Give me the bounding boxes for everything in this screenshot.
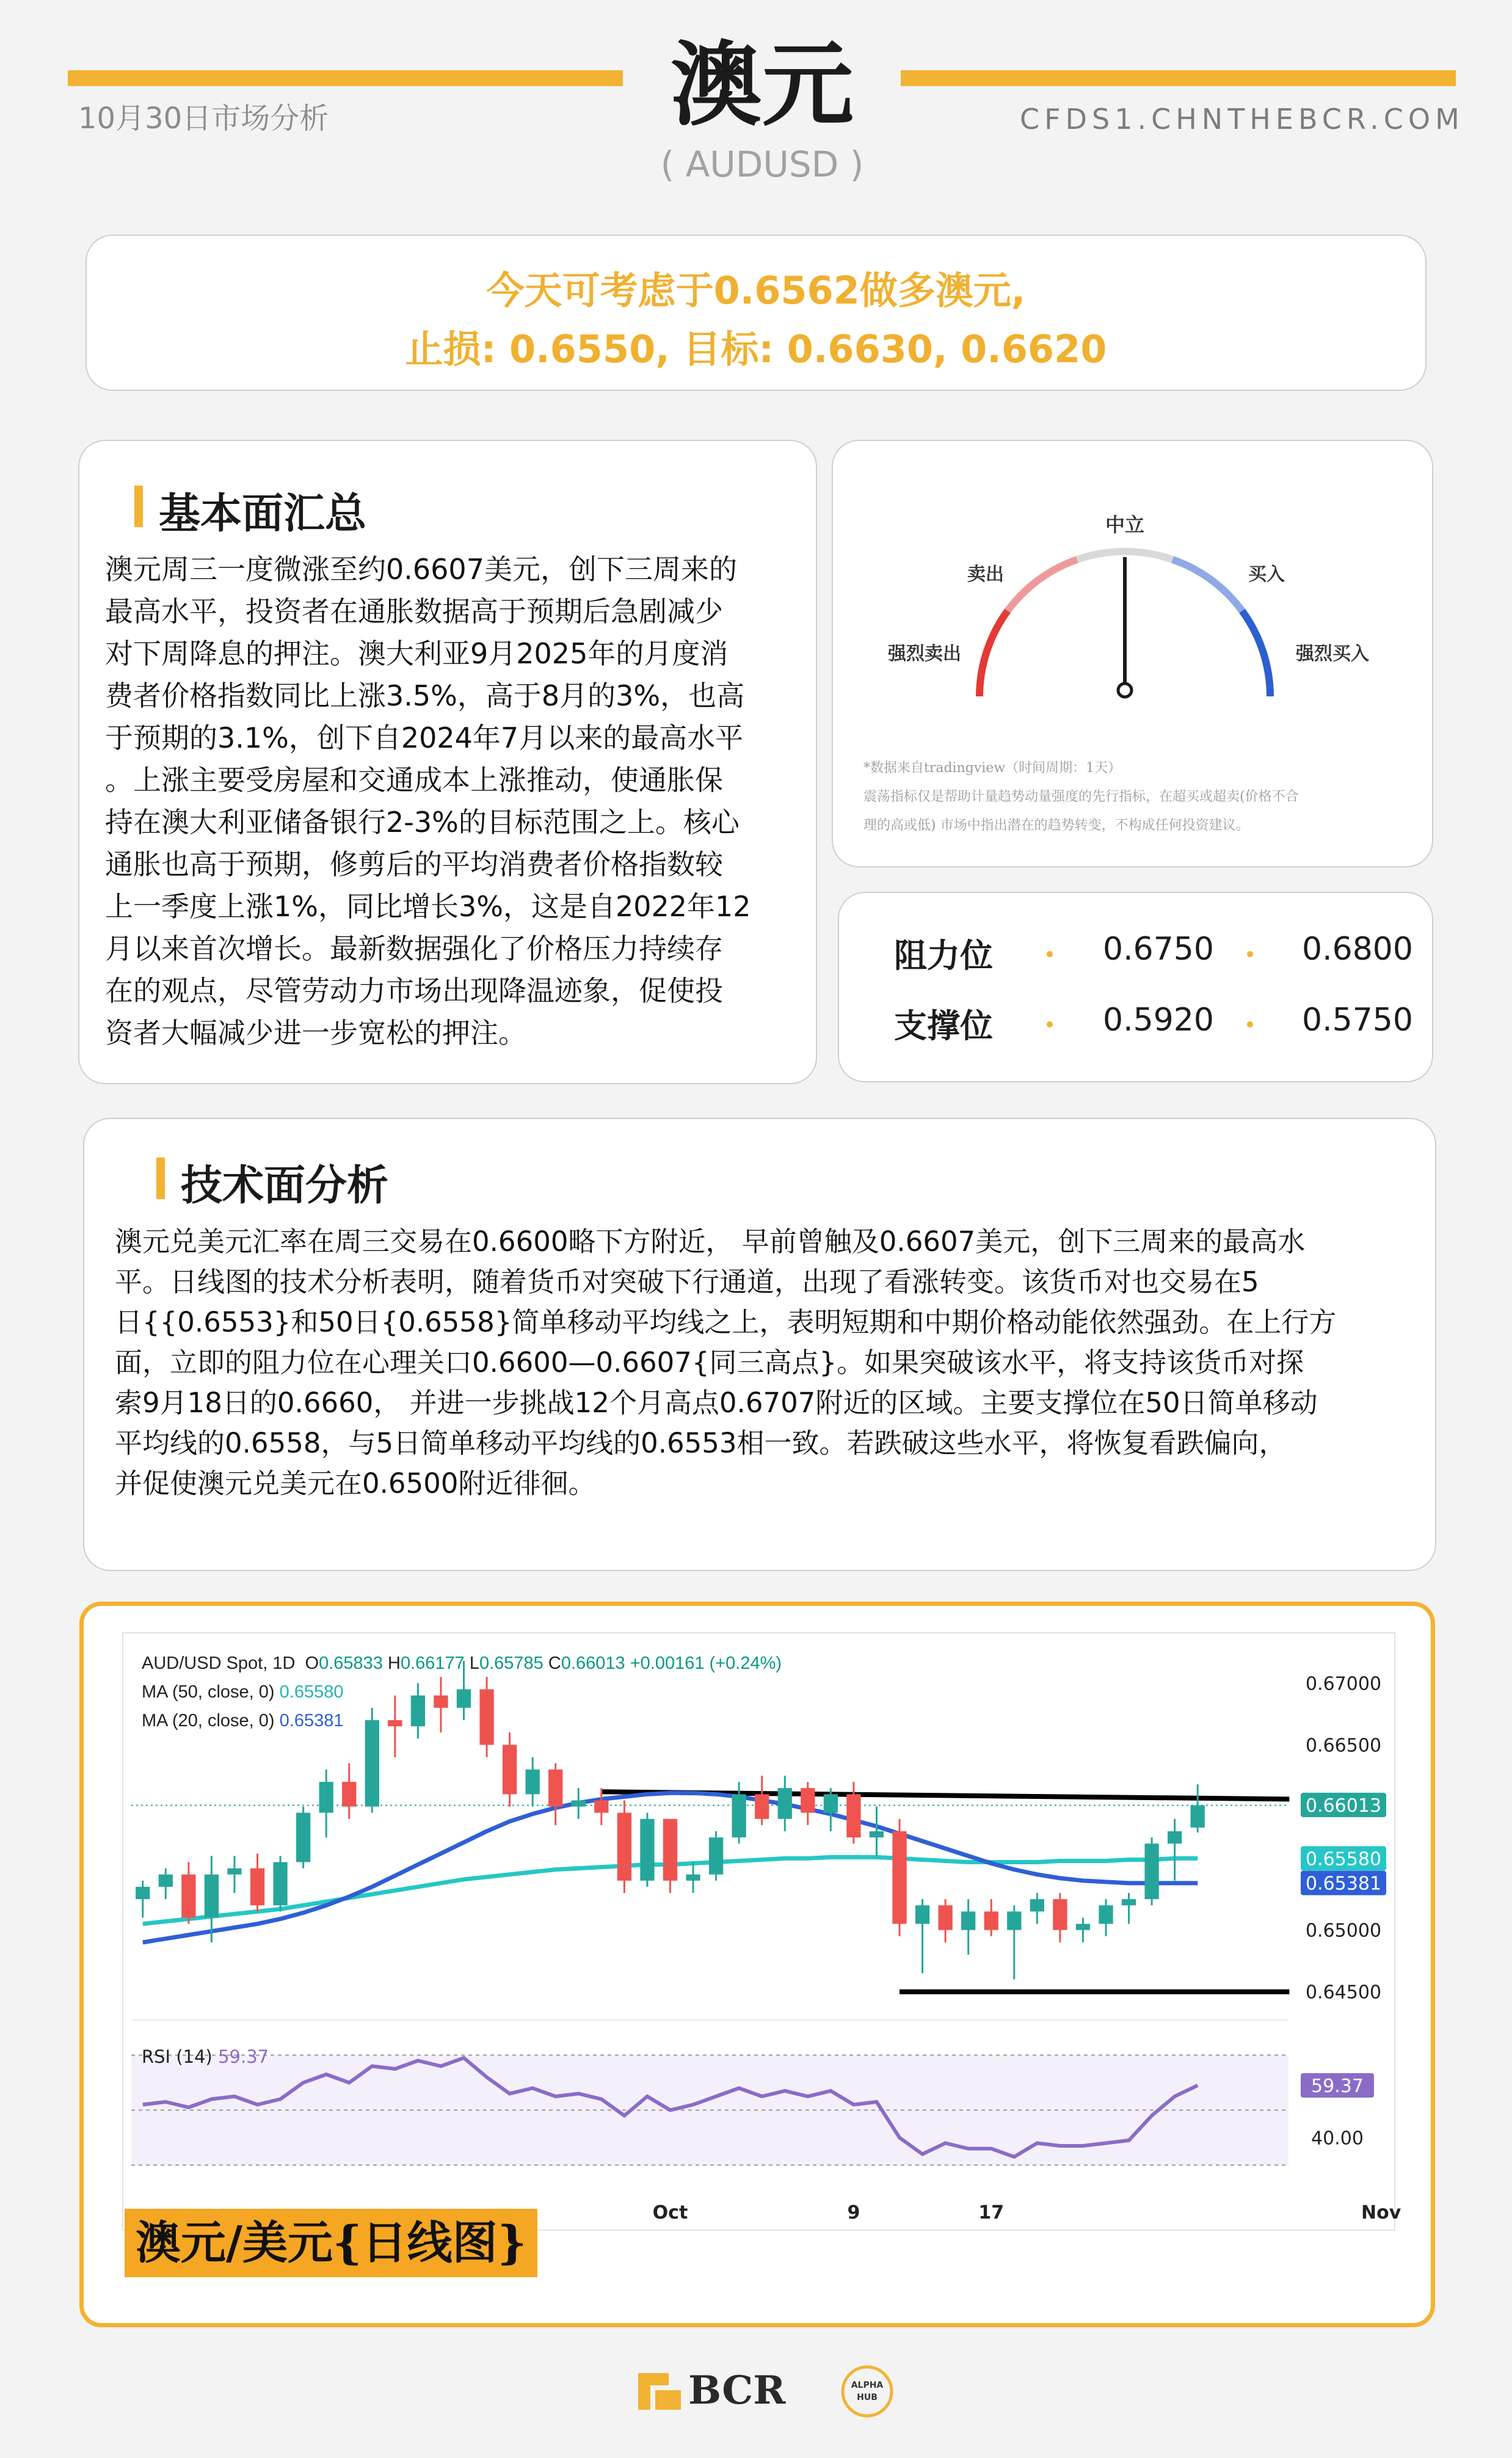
candle-body: [526, 1770, 540, 1794]
signal-card: [85, 235, 1427, 391]
bullet-dot: [1247, 1021, 1253, 1027]
candle-body: [663, 1819, 677, 1881]
bcr-logo-icon: [632, 2361, 901, 2422]
technical-line: 平。日线图的技术分析表明，随着货币对突破下行通道，出现了看涨转变。该货币对也交易在5: [115, 1266, 1259, 1298]
signal-line-2: 止损: 0.6550, 目标: 0.6630, 0.6620: [405, 327, 1107, 371]
candle-body: [1030, 1899, 1044, 1911]
ma20-row: [142, 1707, 782, 1735]
low-label: L: [469, 1654, 479, 1673]
bullet-dot: [1247, 951, 1253, 957]
page-title: 澳元: [670, 32, 854, 139]
candle-body: [136, 1887, 150, 1899]
fundamentals-line: 费者价格指数同比上涨3.5%，高于8月的3%，也高: [105, 679, 745, 712]
fundamentals-line: 。上涨主要受房屋和交通成本上涨推动，使通胀保: [105, 764, 723, 797]
resistance-1: 0.6750: [1103, 931, 1214, 968]
gauge-label-neutral: 中立: [1105, 513, 1145, 536]
candle-body: [801, 1788, 815, 1812]
candle-body: [296, 1813, 310, 1862]
candle-body: [778, 1788, 792, 1819]
title-accent-mark: [156, 1158, 165, 1199]
candle-body: [686, 1875, 700, 1881]
candle-body: [709, 1837, 723, 1875]
close-value: 0.66013: [561, 1654, 625, 1673]
chart-caption: 澳元/美元{日线图}: [125, 2209, 537, 2277]
candle-body: [342, 1782, 356, 1806]
svg-text:HUB: HUB: [857, 2393, 878, 2402]
technical-line: 并促使澳元兑美元在0.6500附近徘徊。: [115, 1467, 596, 1500]
bullet-dot: [1047, 951, 1053, 957]
fundamentals-line: 澳元周三一度微涨至约0.6607美元，创下三周来的: [105, 553, 737, 586]
open-label: O: [305, 1654, 319, 1673]
support-label: 支撑位: [894, 1007, 993, 1045]
candle-body: [250, 1869, 264, 1906]
sentiment-gauge-card: [832, 440, 1433, 867]
candle-body: [755, 1794, 769, 1818]
technical-title: [181, 1153, 388, 1212]
gauge-label-buy: 买入: [1248, 564, 1285, 585]
candle-body: [938, 1905, 952, 1930]
ma50-row: [142, 1678, 782, 1707]
x-tick-label: 17: [978, 2202, 1005, 2223]
candle-body: [1168, 1831, 1182, 1844]
title-accent-mark: [134, 486, 143, 527]
candle-body: [846, 1794, 860, 1837]
high-value: 0.66177: [400, 1654, 465, 1673]
fundamentals-line: 资者大幅减少进一步宽松的押注。: [105, 1016, 526, 1049]
header-bar-right: [901, 70, 1456, 86]
gauge-source-note: *数据来自tradingview（时间周期：1天）: [863, 760, 1122, 776]
open-value: 0.65833: [319, 1654, 383, 1673]
rsi-tick-label: 40.00: [1311, 2128, 1364, 2150]
fundamentals-line: 于预期的3.1%，创下自2024年7月以来的最高水平: [105, 721, 744, 754]
report-date: 10月30日市场分析: [78, 101, 329, 136]
gauge-arc-strong-buy: [1242, 611, 1270, 696]
y-tick-label: 0.66500: [1305, 1735, 1382, 1757]
gauge-label-sell: 卖出: [967, 564, 1004, 585]
svg-text:ALPHA: ALPHA: [851, 2380, 884, 2390]
candle-body: [915, 1905, 929, 1924]
candle-body: [181, 1875, 195, 1918]
candle-body: [1122, 1899, 1136, 1905]
close-label: C: [548, 1654, 561, 1673]
rsi-label: RSI (14): [142, 2046, 213, 2067]
ma20-value: 0.65381: [279, 1711, 344, 1730]
candle-body: [732, 1794, 746, 1837]
candle-body: [870, 1831, 884, 1837]
candle-body: [1076, 1924, 1090, 1930]
candle-body: [159, 1875, 173, 1887]
candle-body: [1053, 1899, 1067, 1930]
resistance-2: 0.6800: [1302, 931, 1413, 968]
candle-body: [1099, 1905, 1113, 1924]
gauge-label-strong-buy: 强烈买入: [1296, 643, 1369, 665]
candle-body: [548, 1770, 562, 1807]
ma50-value: 0.65580: [279, 1682, 344, 1702]
fundamentals-title-text: 基本面汇总: [159, 490, 367, 538]
gauge-arc-sell: [1008, 560, 1077, 611]
candle-body: [205, 1875, 219, 1918]
candle-body: [984, 1911, 998, 1930]
x-tick-label: 9: [847, 2202, 860, 2223]
rsi-legend: [142, 2046, 269, 2067]
high-label: H: [388, 1654, 401, 1673]
chart-legend: [142, 1649, 782, 1735]
gauge-disclaimer-1: 震荡指标仅是帮助计量趋势动量强度的先行指标，在超买或超卖(价格不合: [863, 789, 1299, 804]
candle-body: [273, 1862, 287, 1905]
candle-body: [892, 1831, 906, 1924]
technical-body: [115, 1222, 1409, 1504]
fundamentals-line: 在的观点，尽管劳动力市场出现降温迹象，促使投: [105, 974, 723, 1007]
candle-body: [640, 1819, 654, 1881]
y-tick-label: 0.65000: [1305, 1920, 1382, 1942]
fundamentals-body: [105, 549, 795, 1054]
key-levels-card: [838, 892, 1433, 1082]
chart-ohlc-row: [142, 1649, 782, 1678]
gauge-disclaimer-2: 理的高或低) 市场中指出潜在的趋势转变，不构成任何投资建议。: [863, 818, 1249, 833]
bullet-dot: [1047, 1021, 1053, 1027]
candle-body: [617, 1813, 631, 1881]
candle-body: [227, 1869, 241, 1875]
fundamentals-line: 最高水平，投资者在通胀数据高于预期后急剧减少: [105, 595, 723, 628]
fundamentals-line: 月以来首次增长。最新数据强化了价格压力持续存: [105, 932, 723, 965]
candle-body: [572, 1800, 586, 1806]
gauge-pivot: [1118, 684, 1132, 697]
fundamentals-title: [159, 481, 366, 540]
technical-line: 面，立即的阻力位在心理关口0.6600—0.6607{同三高点}。如果突破该水平，将支持该货币对探: [115, 1346, 1304, 1379]
technical-line: 平均线的0.6558，与5日简单移动平均线的0.6553相一致。若跌破这些水平，将恢复看跌偏向，: [115, 1427, 1287, 1459]
support-2: 0.5750: [1302, 1002, 1413, 1038]
technical-line: 澳元兑美元汇率在周三交易在0.6600略下方附近， 早前曾触及0.6607美元，创下三周来的最高水: [115, 1225, 1306, 1258]
gauge-label-strong-sell: 强烈卖出: [888, 643, 961, 665]
page-subtitle: ( AUDUSD ): [660, 144, 864, 185]
candle-body: [594, 1800, 608, 1812]
gauge-arc-buy: [1172, 560, 1242, 611]
technical-line: 索9月18日的0.6660， 并进一步挑战12个月高点0.6707附近的区域。主要支撑位在50日简单移动: [115, 1387, 1318, 1419]
y-tick-label: 0.67000: [1305, 1673, 1382, 1695]
y-tick-label: 0.64500: [1305, 1982, 1382, 2004]
fundamentals-line: 对下周降息的押注。澳大利亚9月2025年的月度消: [105, 637, 729, 670]
technical-card: [83, 1118, 1436, 1571]
support-1: 0.5920: [1103, 1002, 1214, 1038]
technical-title-text: 技术面分析: [181, 1162, 389, 1210]
rsi-tag-label: 59.37: [1311, 2076, 1364, 2097]
header-bar-left: [68, 70, 623, 86]
candle-body: [1191, 1806, 1205, 1828]
candle-body: [319, 1782, 333, 1813]
fundamentals-line: 上一季度上涨1%，同比增长3%，这是自2022年12: [105, 890, 751, 923]
price-tag-label: 0.65381: [1305, 1873, 1382, 1895]
technical-line: 日{{0.6553}和50日{0.6558}简单移动平均线之上，表明短期和中期价格动能依然强劲。在上行方: [115, 1306, 1337, 1338]
ma50-label: MA (50, close, 0): [142, 1682, 275, 1702]
price-tag-label: 0.65580: [1305, 1848, 1382, 1870]
gauge-arc-strong-sell: [980, 611, 1008, 696]
price-tag-label: 0.66013: [1305, 1795, 1382, 1817]
svg-text:BCR: BCR: [688, 2368, 786, 2413]
candle-body: [503, 1745, 517, 1794]
candle-body: [1144, 1844, 1158, 1899]
change-value: +0.00161 (+0.24%): [630, 1654, 782, 1673]
fundamentals-line: 通胀也高于预期，修剪后的平均消费者价格指数较: [105, 848, 723, 881]
chart-symbol: AUD/USD Spot, 1D: [142, 1654, 296, 1673]
x-tick-label: Nov: [1361, 2202, 1401, 2223]
candle-body: [961, 1911, 975, 1930]
website-url[interactable]: CFDS1.CHNTHEBCR.COM: [1020, 103, 1464, 136]
fundamentals-card: [78, 440, 817, 1084]
x-tick-label: Oct: [652, 2202, 688, 2223]
fundamentals-line: 持在澳大利亚储备银行2-3%的目标范围之上。核心: [105, 806, 740, 839]
ma20-label: MA (20, close, 0): [142, 1711, 275, 1730]
resistance-label: 阻力位: [894, 936, 993, 975]
signal-line-1: 今天可考虑于0.6562做多澳元,: [486, 268, 1026, 313]
low-value: 0.65785: [479, 1654, 543, 1673]
rsi-value: 59.37: [218, 2046, 269, 2067]
candle-body: [1007, 1911, 1021, 1930]
bcr-logo: [632, 2361, 901, 2422]
candle-body: [824, 1794, 838, 1812]
